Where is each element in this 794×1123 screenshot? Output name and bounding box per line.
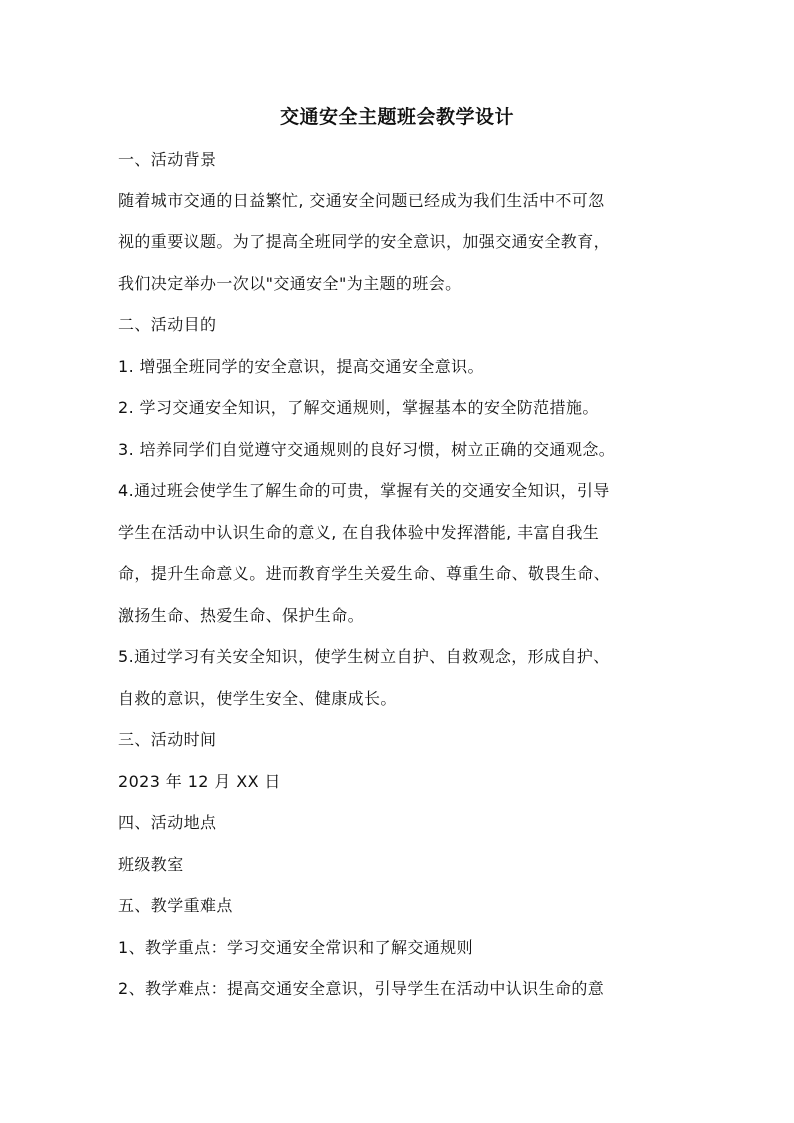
section-heading-objectives: 二、活动目的 (118, 315, 217, 334)
list-item: 4.通过班会使学生了解生命的可贵，掌握有关的交通安全知识，引导 (118, 481, 610, 500)
list-item: 1. 增强全班同学的安全意识，提高交通安全意识。 (118, 357, 484, 376)
section-heading-time: 三、活动时间 (118, 730, 217, 749)
document-title: 交通安全主题班会教学设计 (279, 106, 514, 128)
section-heading-background: 一、活动背景 (118, 150, 217, 169)
list-item: 1、教学重点：学习交通安全常识和了解交通规则 (118, 938, 473, 957)
event-date: 2023 年 12 月 XX 日 (118, 772, 281, 791)
list-item: 2. 学习交通安全知识，了解交通规则，掌握基本的安全防范措施。 (118, 398, 599, 417)
section-heading-location: 四、活动地点 (118, 813, 217, 832)
paragraph-line: 自救的意识，使学生安全、健康成长。 (118, 689, 397, 708)
list-item: 3. 培养同学们自觉遵守交通规则的良好习惯，树立正确的交通观念。 (118, 440, 616, 459)
paragraph-line: 激扬生命、热爱生命、保护生命。 (118, 606, 365, 625)
section-heading-key-points: 五、教学重难点 (118, 896, 233, 915)
paragraph-line: 视的重要议题。为了提高全班同学的安全意识，加强交通安全教育， (118, 232, 611, 251)
paragraph-line: 学生在活动中认识生命的意义, 在自我体验中发挥潜能, 丰富自我生 (118, 523, 600, 542)
paragraph-line: 随着城市交通的日益繁忙, 交通安全问题已经成为我们生活中不可忽 (118, 191, 605, 210)
paragraph-line: 命，提升生命意义。进而教育学生关爱生命、尊重生命、敬畏生命、 (118, 564, 611, 583)
list-item: 5.通过学习有关安全知识，使学生树立自护、自救观念，形成自护、 (118, 647, 610, 666)
list-item: 2、教学难点：提高交通安全意识，引导学生在活动中认识生命的意 (118, 979, 605, 998)
paragraph-line: 我们决定举办一次以"交通安全"为主题的班会。 (118, 274, 462, 293)
event-location: 班级教室 (118, 855, 184, 874)
